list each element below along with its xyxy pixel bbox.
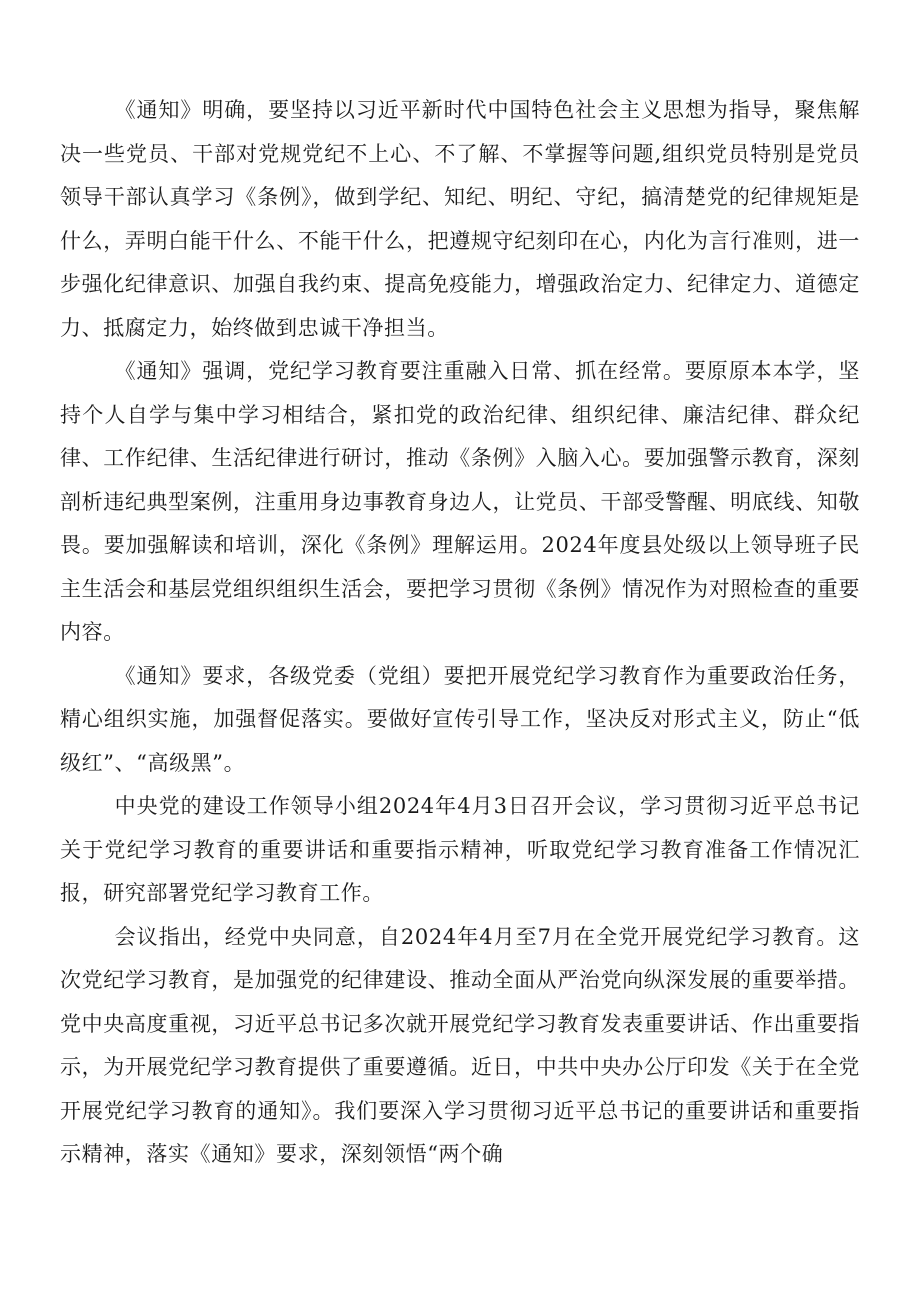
document-body: [60, 89, 860, 1177]
paragraph-meeting-points-out: 会议指出，经党中央同意，自2024年4月至7月在全党开展党纪学习教育。这次党纪学习教育，是加强党的纪律建设、推动全面从严治党向纵深发展的重要举措。党中央高度重视，习近平总书记多次就开展党纪学习教育发表重要讲话、作出重要指示，为开展党纪学习教育提供了重要遵循。近日，中共中央办公厅印发《关于在全党开展党纪学习教育的通知》。我们要深入学习贯彻习近平总书记的重要讲话和重要指示精神，落实《通知》要求，深刻领悟“两个确: [60, 924, 860, 1166]
paragraph-notice-clarifies: 《通知》明确，要坚持以习近平新时代中国特色社会主义思想为指导，聚焦解决一些党员、干部对党规党纪不上心、不了解、不掌握等问题,组织党员特别是党员领导干部认真学习《条例》，做到学纪、知纪、明纪、守纪，搞清楚党的纪律规矩是什么，弄明白能干什么、不能干什么，把遵规守纪刻印在心，内化为言行准则，进一步强化纪律意识、加强自我约束、提高免疫能力，增强政治定力、纪律定力、道德定力、抵腐定力，始终做到忠诚干净担当。: [60, 98, 860, 340]
paragraph-notice-emphasizes: 《通知》强调，党纪学习教育要注重融入日常、抓在经常。要原原本本学，坚持个人自学与集中学习相结合，紧扣党的政治纪律、组织纪律、廉洁纪律、群众纪律、工作纪律、生活纪律进行研讨，推动《条例》入脑入心。要加强警示教育，深刻剖析违纪典型案例，注重用身边事教育身边人，让党员、干部受警醒、明底线、知敬畏。要加强解读和培训，深化《条例》理解运用。2024年度县处级以上领导班子民主生活会和基层党组织组织生活会，要把学习贯彻《条例》情况作为对照检查的重要内容。: [60, 359, 860, 644]
paragraph-central-meeting: 中央党的建设工作领导小组2024年4月3日召开会议，学习贯彻习近平总书记关于党纪学习教育的重要讲话和重要指示精神，听取党纪学习教育准备工作情况汇报，研究部署党纪学习教育工作。: [60, 794, 860, 905]
paragraph-notice-requires: 《通知》要求，各级党委（党组）要把开展党纪学习教育作为重要政治任务，精心组织实施，加强督促落实。要做好宣传引导工作，坚决反对形式主义，防止“低级红”、“高级黑”。: [60, 663, 860, 775]
